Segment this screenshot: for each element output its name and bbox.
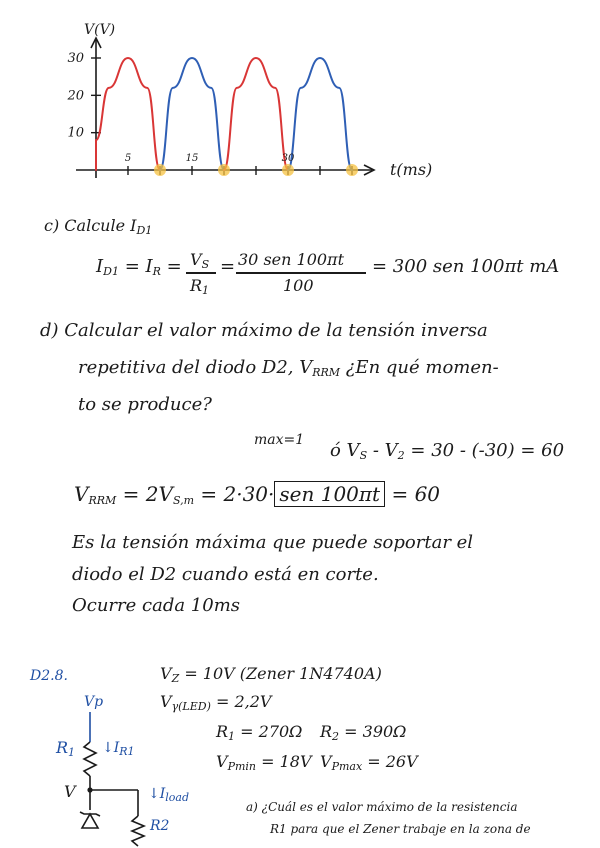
alternative-expression: ó $V_S - V_2 = 30 - (-30) = 60$ xyxy=(330,440,565,462)
x-tick-label: 5 xyxy=(124,153,132,164)
y-tick-label: 20 xyxy=(67,88,84,104)
circuit-r1-label: $R_1$ xyxy=(56,738,76,759)
section-d-line1: d) Calcular el valor máximo de la tensión inversa xyxy=(40,320,488,341)
circuit-ir1-label: $↓I_{R1}$ xyxy=(102,740,135,758)
fraction-100-denominator: 100 xyxy=(283,276,314,295)
circuit-iload-label: $↓I_{load}$ xyxy=(148,786,190,804)
fraction-r1-denominator: $R_1$ xyxy=(190,276,210,297)
explanation-line2: diodo el D2 cuando está en corte. xyxy=(72,564,379,585)
y-tick-label: 10 xyxy=(67,125,84,141)
fraction-bar xyxy=(186,272,216,274)
explanation-line1: Es la tensión máxima que puede soportar el xyxy=(72,532,474,553)
section-d-line2: repetitiva del diodo D2, $V_{RRM}$ ¿En qué momen- xyxy=(78,357,499,379)
zener-diode-symbol xyxy=(82,814,98,828)
question-a-line1: a) ¿Cuál es el valor máximo de la resistencia xyxy=(246,800,518,814)
series-line xyxy=(224,58,288,170)
x-tick-label: 15 xyxy=(185,153,199,164)
id1-result: = 300 sen 100πt mA xyxy=(372,256,560,277)
max-annotation: max=1 xyxy=(254,432,305,448)
given-vpmax: $V_{Pmax} = 26V$ xyxy=(320,752,418,773)
id1-equation-left: $I_{D1} = I_R$ = xyxy=(96,256,182,278)
section-d-line3: to se produce? xyxy=(78,394,212,415)
r2-resistor-symbol xyxy=(132,816,144,846)
fraction-bar xyxy=(236,272,366,274)
x-tick-label: 30 xyxy=(281,153,295,164)
explanation-line3: Ocurre cada 10ms xyxy=(72,595,241,616)
fraction-sine-numerator: 30 sen 100πt xyxy=(238,250,344,269)
circuit-node-v-label: V xyxy=(64,782,76,801)
circuit-r2-label: R2 xyxy=(150,818,170,834)
boxed-sine-term: sen 100πt xyxy=(274,481,385,507)
fraction-vs-numerator: $V_S$ xyxy=(190,250,210,271)
chart-axes xyxy=(76,38,374,178)
r1-resistor-symbol xyxy=(84,742,96,776)
zero-crossing-highlight xyxy=(154,164,166,176)
given-vgamma: $V_{\gamma(LED)} = 2,2V$ xyxy=(160,692,272,713)
zero-crossing-highlight xyxy=(282,164,294,176)
zero-crossing-highlight xyxy=(218,164,230,176)
vrrm-equation: $V_{RRM} = 2V_{S,m} = 2\cdot 30\cdot$ sen 100πt = 60 xyxy=(74,482,441,507)
given-vpmin: $V_{Pmin} = 18V$ xyxy=(216,752,312,773)
zero-crossing-highlight xyxy=(346,164,358,176)
given-r2: $R_2 = 390\Omega$ xyxy=(320,722,407,743)
x-axis-label: t(ms) xyxy=(390,160,433,179)
problem-number: D2.8. xyxy=(30,668,68,684)
circuit-vp-label: Vp xyxy=(84,694,104,710)
section-c-title: c) Calcule $I_{D1}$ xyxy=(44,216,153,237)
y-axis-label: V(V) xyxy=(84,22,116,38)
given-vz: $V_Z = 10V$ (Zener 1N4740A) xyxy=(160,664,382,685)
series-line xyxy=(288,58,352,170)
given-r1: $R_1 = 270\Omega$ xyxy=(216,722,303,743)
waveform-chart xyxy=(0,0,600,200)
chart-series xyxy=(96,58,352,170)
y-tick-label: 30 xyxy=(67,51,84,66)
equals-sign: = xyxy=(220,256,236,277)
chart-text xyxy=(66,22,432,179)
question-a-line2: R1 para que el Zener trabaje en la zona de xyxy=(270,822,531,836)
